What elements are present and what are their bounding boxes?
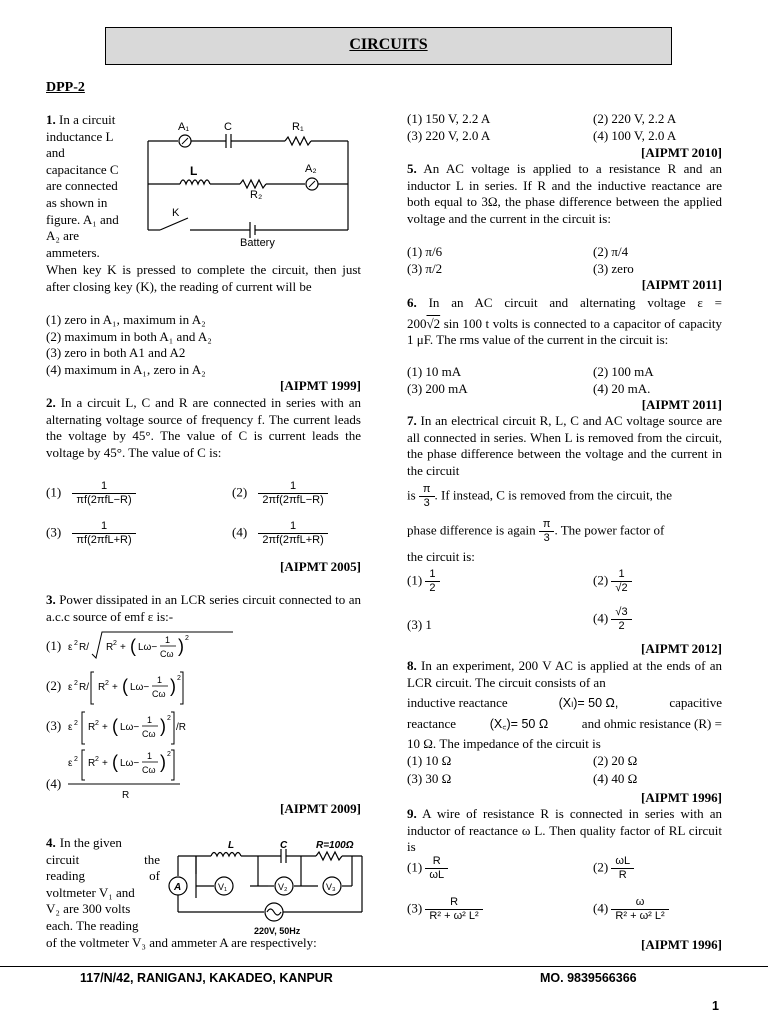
q9-opt-den: R	[611, 868, 634, 882]
q3-formula-4	[68, 748, 238, 802]
q8-text: In an experiment, 200 V AC is applied at the ends of an LCR circuit. The circuit consists of an	[407, 658, 723, 690]
fig-label-c: C	[224, 121, 232, 133]
svg-text:ε: ε	[68, 642, 73, 653]
q7-number: 7.	[407, 413, 417, 428]
svg-text:Lω−: Lω−	[138, 642, 158, 653]
q3-opt-label: (1)	[46, 638, 62, 653]
q6-option-4: (4) 20 mA.	[593, 381, 651, 396]
q8-stem	[407, 658, 722, 691]
fig-label-r2: R₂	[250, 189, 263, 201]
q6-stem	[407, 295, 722, 349]
q9-opt-den: R² + ω² L²	[425, 909, 482, 923]
q6-option-1: (1) 10 mA	[407, 364, 462, 379]
q8-option-2: (2) 20 Ω	[593, 753, 638, 768]
q8-xc: (X꜀)= 50 Ω	[489, 717, 549, 731]
svg-text:2: 2	[74, 756, 78, 763]
q7-line-is	[407, 483, 722, 510]
q7-pi: π	[422, 483, 431, 495]
q1-line: ammeters.	[46, 244, 100, 260]
svg-text:+: +	[112, 682, 118, 693]
svg-text:): )	[178, 636, 184, 656]
svg-text:2: 2	[74, 720, 78, 727]
q4-ref: [AIPMT 2010]	[640, 145, 722, 160]
svg-text:2: 2	[74, 640, 78, 647]
q1-number: 1.	[46, 112, 56, 127]
q4-option-4: (4) 100 V, 2.0 A	[593, 128, 677, 143]
q4-fig-c: C	[280, 840, 288, 851]
svg-text:+: +	[102, 758, 108, 769]
q8-option-3: (3) 30 Ω	[407, 771, 452, 786]
q2-opt-den: 2πf(2πfL+R)	[258, 533, 327, 547]
q4-line: circuit the	[46, 851, 160, 867]
q3-formula-1	[68, 628, 238, 668]
q6-text: In an AC circuit and alternating voltage ε =	[428, 295, 723, 310]
q1-line: are connected	[46, 178, 118, 194]
q4-option-1: (1) 150 V, 2.2 A	[407, 111, 491, 126]
q5-text: An AC voltage is applied to a resistance R and an inductor L in series. If R and the inductive reactance are both equal to 3Ω, the phase difference between the applied voltage and the current in the circuit is:	[407, 161, 722, 226]
q2-opt-label: (4)	[232, 524, 248, 540]
svg-text:Lω−: Lω−	[130, 682, 150, 693]
q1-option: (1) zero in A₁, maximum in A₂	[46, 312, 206, 327]
q4-number: 4.	[46, 835, 56, 850]
q2-number: 2.	[46, 395, 56, 410]
svg-text:R: R	[122, 790, 130, 801]
q4-line: In the given	[59, 835, 122, 850]
q7-opt-label: (2)	[593, 572, 609, 588]
q1-line: capacitance C	[46, 161, 119, 177]
svg-text:(: (	[112, 752, 118, 772]
q9-ref: [AIPMT 1996]	[640, 937, 722, 952]
q2-opt-num: 1	[290, 520, 297, 532]
q5-ref: [AIPMT 2011]	[641, 277, 722, 292]
q6-amp: 200	[407, 315, 427, 331]
q7-option-2	[593, 568, 632, 595]
q9-opt-num: R	[450, 896, 459, 908]
q4-stem-left	[46, 835, 160, 935]
q2-opt-den: 2πf(2πfL−R)	[258, 493, 327, 507]
q1-option: (2) maximum in both A₁ and A₂	[46, 328, 212, 344]
q5-option-2: (2) π/4	[593, 244, 629, 259]
svg-text:Cω: Cω	[142, 765, 156, 775]
svg-text:ε: ε	[68, 758, 73, 769]
svg-text:2: 2	[74, 680, 78, 687]
q1-stem-rest: When key K is pressed to complete the circuit, then just after closing key (K), the reading of current will be	[46, 262, 361, 294]
q7-opt-label: (1)	[407, 572, 423, 588]
q7-end: . The power factor of	[554, 522, 665, 538]
svg-text:2: 2	[105, 680, 109, 687]
q7-stem	[407, 413, 722, 479]
q9-opt-label: (4)	[593, 900, 609, 916]
q8-xl: (Xₗ)= 50 Ω,	[558, 696, 619, 710]
q7-option-3: (3) 1	[407, 617, 432, 632]
q8-line-5: 10 Ω. The impedance of the circuit is	[407, 736, 601, 751]
q9-opt-den: R² + ω² L²	[611, 909, 668, 923]
q8-line-3	[407, 695, 722, 712]
q2-opt-label: (3)	[46, 524, 62, 540]
svg-text:(: (	[112, 716, 118, 736]
svg-text:ε: ε	[68, 682, 73, 693]
q9-opt-label: (3)	[407, 900, 423, 916]
page-title: CIRCUITS	[105, 27, 672, 65]
svg-text:R/: R/	[79, 682, 89, 693]
q3-opt-label: (3)	[46, 718, 62, 733]
q5-stem	[407, 161, 722, 227]
svg-text:R: R	[88, 758, 96, 769]
q4-fig-a: A	[174, 882, 182, 893]
q2-opt-num: 1	[100, 480, 108, 492]
svg-text:2: 2	[167, 751, 171, 758]
q1-line: and	[46, 145, 65, 161]
fig-label-battery: Battery	[240, 237, 275, 249]
svg-text:Cω: Cω	[160, 649, 174, 659]
q7-three: 3	[419, 496, 435, 510]
q7-opt-den: √2	[611, 581, 631, 595]
q7-opt-num: 1	[618, 568, 625, 580]
q2-opt-den: πf(2πfL+R)	[72, 533, 135, 547]
q4-line: V₂ are 300 volts	[46, 901, 131, 917]
q4-circuit-figure	[166, 838, 366, 938]
q3-formula-3	[68, 708, 238, 748]
svg-text:ε: ε	[68, 722, 73, 733]
q8-option-4: (4) 40 Ω	[593, 771, 638, 786]
q9-opt-den: ωL	[425, 868, 448, 882]
q9-option-4	[593, 896, 669, 923]
q8-ohmic: and ohmic resistance (R) =	[581, 716, 722, 731]
q2-ref: [AIPMT 2005]	[279, 559, 361, 574]
q7-mid: . If instead, C is removed from the circuit, the	[434, 487, 673, 503]
q9-opt-num: R	[432, 855, 441, 867]
q3-text: Power dissipated in an LCR series circuit connected to an a.c.c source of emf ε is:-	[46, 592, 361, 624]
svg-text:Lω−: Lω−	[120, 722, 140, 733]
q5-option-1: (1) π/6	[407, 244, 443, 259]
q6-option-3: (3) 200 mA	[407, 381, 468, 396]
fig-label-a2: A₂	[305, 163, 317, 175]
q6-number: 6.	[407, 295, 417, 310]
dpp-heading: DPP-2	[46, 80, 85, 95]
svg-text:1: 1	[147, 715, 153, 725]
q2-opt-den: πf(2πfL−R)	[72, 493, 135, 507]
svg-text:): )	[170, 676, 176, 696]
q7-last: the circuit is:	[407, 549, 475, 564]
q1-option: (4) maximum in A₁, zero in A₂	[46, 361, 206, 377]
q3-formula-2	[68, 668, 238, 708]
q6-root: √2	[426, 315, 441, 331]
q7-three: 3	[539, 531, 555, 545]
fig-label-r1: R₁	[292, 121, 304, 133]
q4-option-3: (3) 220 V, 2.0 A	[407, 128, 491, 143]
q9-number: 9.	[407, 806, 417, 821]
q1-line: figure. A₁ and	[46, 211, 119, 227]
q4-stem-rest: of the voltmeter V₃ and ammeter A are respectively:	[46, 935, 317, 950]
q8-number: 8.	[407, 658, 417, 673]
svg-text:1: 1	[147, 751, 153, 761]
q8-capacitive: capacitive	[669, 695, 722, 710]
q7-is: is	[407, 487, 416, 503]
q8-ref: [AIPMT 1996]	[640, 790, 722, 805]
q4-line: reading of	[46, 868, 160, 884]
q2-option-3	[46, 520, 136, 547]
svg-text:+: +	[102, 722, 108, 733]
q2-opt-num: 1	[290, 480, 297, 492]
fig-label-a1: A₁	[178, 121, 190, 133]
q9-opt-num: ω	[635, 896, 645, 908]
page-number: 1	[712, 999, 719, 1013]
q4-line: voltmeter V₁ and	[46, 884, 135, 900]
q4-option-2: (2) 220 V, 2.2 A	[593, 111, 677, 126]
q3-stem	[46, 592, 361, 625]
svg-text:): )	[160, 716, 166, 736]
q2-opt-label: (2)	[232, 484, 248, 500]
q5-number: 5.	[407, 161, 417, 176]
q3-opt-label: (4)	[46, 776, 62, 791]
q1-option: (3) zero in both A1 and A2	[46, 345, 186, 361]
q6-ref: [AIPMT 2011]	[641, 397, 722, 412]
q1-ref: [AIPMT 1999]	[279, 378, 361, 393]
svg-text:(: (	[130, 636, 136, 656]
footer-divider	[0, 966, 768, 967]
svg-text:+: +	[120, 642, 126, 653]
q1-line: as shown in	[46, 194, 108, 210]
q7-text: In an electrical circuit R, L, C and AC voltage source are all connected in series. When L is removed from the circuit, the phase difference between the voltage and the current in the circuit	[407, 413, 722, 478]
svg-text:1: 1	[157, 675, 163, 685]
q9-option-3	[407, 896, 483, 923]
svg-text:1: 1	[165, 635, 171, 645]
q4-fig-l: L	[228, 840, 235, 851]
q1-line: A₂ are	[46, 228, 80, 244]
q4-fig-source: 220V, 50Hz	[254, 926, 301, 936]
svg-text:R: R	[88, 722, 96, 733]
fig-label-l: L	[190, 164, 198, 178]
q7-opt-num: √3	[615, 606, 628, 618]
q7-option-1	[407, 568, 440, 595]
q6-text-2: sin 100 t volts is connected to a capacitor of capacity 1 μF. The rms value of the current in the circuit is:	[407, 315, 722, 348]
svg-text:R/: R/	[79, 642, 89, 653]
q2-option-1	[46, 480, 136, 507]
svg-text:Cω: Cω	[152, 689, 166, 699]
q3-number: 3.	[46, 592, 56, 607]
q7-option-4	[593, 606, 632, 633]
q7-opt-den: 2	[425, 581, 439, 595]
q5-option-3: (3) π/2	[407, 261, 443, 276]
svg-text:2: 2	[167, 715, 171, 722]
q9-opt-label: (2)	[593, 859, 609, 875]
q7-pi: π	[542, 518, 551, 530]
svg-text:Lω−: Lω−	[120, 758, 140, 769]
q2-text: In a circuit L, C and R are connected in series with an alternating voltage source of frequency f. The current leads the voltage by 45°. The value of C is current leads the voltage by 45°. The value of C is:	[46, 395, 362, 460]
q7-ref: [AIPMT 2012]	[640, 641, 722, 656]
q1-line: In a circuit	[59, 112, 116, 127]
q4-line: each. The reading	[46, 917, 139, 933]
svg-text:2: 2	[95, 756, 99, 763]
q7-phase: phase difference is again	[407, 522, 536, 538]
svg-text:Cω: Cω	[142, 729, 156, 739]
q9-option-2	[593, 855, 634, 882]
svg-text:): )	[160, 752, 166, 772]
footer-address: 117/N/42, RANIGANJ, KAKADEO, KANPUR	[80, 971, 333, 985]
q8-inductive: inductive reactance	[407, 695, 508, 710]
q2-option-4	[232, 520, 328, 547]
q3-ref: [AIPMT 2009]	[279, 801, 361, 816]
q4-fig-v1: V₁	[218, 882, 228, 892]
q2-stem	[46, 395, 361, 461]
q6-option-2: (2) 100 mA	[593, 364, 654, 379]
q4-fig-v3: V₃	[326, 882, 336, 892]
svg-text:2: 2	[95, 720, 99, 727]
footer-phone: MO. 9839566366	[540, 971, 637, 985]
q2-opt-num: 1	[100, 520, 108, 532]
svg-text:2: 2	[113, 640, 117, 647]
svg-text:2: 2	[185, 635, 189, 642]
q9-stem	[407, 806, 722, 856]
q1-circuit-figure	[140, 118, 355, 253]
q8-line-4	[407, 716, 722, 733]
fig-label-k: K	[172, 207, 180, 219]
q8-option-1: (1) 10 Ω	[407, 753, 452, 768]
svg-text:/R: /R	[176, 722, 186, 733]
q7-opt-num: 1	[429, 568, 436, 580]
q4-fig-v2: V₂	[278, 882, 288, 892]
q4-fig-r: R=100Ω	[316, 840, 354, 851]
q7-opt-den: 2	[611, 619, 631, 633]
q1-stem-left	[46, 112, 138, 261]
svg-text:(: (	[122, 676, 128, 696]
q8-reactance: reactance	[407, 716, 457, 731]
q7-line-phase	[407, 518, 722, 545]
q2-opt-label: (1)	[46, 484, 62, 500]
q5-option-4: (3) zero	[593, 261, 634, 276]
q7-opt-label: (4)	[593, 610, 609, 626]
svg-text:R: R	[98, 682, 106, 693]
q3-opt-label: (2)	[46, 678, 62, 693]
q9-opt-label: (1)	[407, 859, 423, 875]
q2-option-2	[232, 480, 328, 507]
q9-option-1	[407, 855, 448, 882]
q9-text: A wire of resistance R is connected in series with an inductor of reactance ω L. Then quality factor of RL circuit is	[407, 806, 722, 855]
q1-line: inductance L	[46, 128, 114, 144]
svg-text:R: R	[106, 642, 114, 653]
q1-options	[46, 312, 361, 378]
q9-opt-num: ωL	[615, 855, 631, 867]
svg-text:2: 2	[177, 675, 181, 682]
